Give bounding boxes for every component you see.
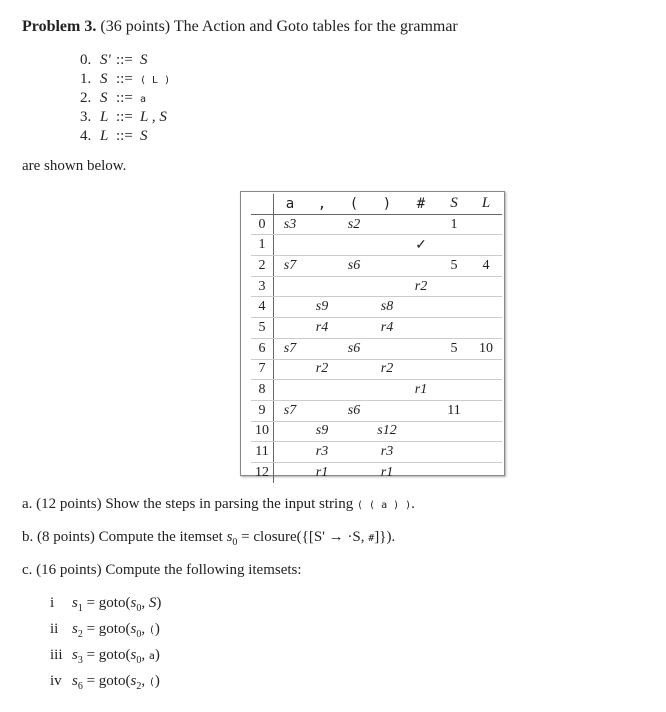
itemset-sub: 1 xyxy=(77,603,83,614)
state-cell: 4 xyxy=(251,297,274,318)
table-cell xyxy=(338,421,370,442)
question-c: c. (16 points) Compute the following itemsets: xyxy=(22,562,302,578)
table-cell xyxy=(470,318,502,339)
state-cell: 3 xyxy=(251,276,274,297)
roman-numeral: iii xyxy=(50,647,63,663)
goto-eq: = goto( xyxy=(86,673,131,689)
table-cell xyxy=(470,400,502,421)
state-cell: 10 xyxy=(251,421,274,442)
rule-number: 3. xyxy=(80,109,92,125)
question-b-text: b. (8 points) Compute the itemset xyxy=(22,529,223,545)
table-cell xyxy=(404,400,438,421)
table-row xyxy=(251,256,502,277)
table-row xyxy=(251,359,502,380)
subquestion xyxy=(50,595,161,614)
table-row xyxy=(251,276,502,297)
table-row xyxy=(251,338,502,359)
table-cell xyxy=(404,256,438,277)
table-cell xyxy=(338,318,370,339)
column-header: ) xyxy=(370,194,404,214)
state-cell: 7 xyxy=(251,359,274,380)
question-b xyxy=(22,529,395,548)
table-cell xyxy=(370,235,404,256)
problem-intro: (36 points) The Action and Goto tables for the grammar xyxy=(100,18,458,35)
rule-lhs: S xyxy=(100,90,108,106)
itemset-sub: 6 xyxy=(77,681,83,692)
table-header-row xyxy=(251,194,502,214)
table-cell: 11 xyxy=(438,400,470,421)
table-cell xyxy=(274,359,307,380)
rule-rhs: a xyxy=(140,94,147,105)
rule-op: ::= xyxy=(116,90,133,106)
table-cell xyxy=(274,380,307,401)
table-cell xyxy=(274,297,307,318)
arg2: ( xyxy=(148,677,155,688)
table-cell xyxy=(404,359,438,380)
table-cell xyxy=(306,380,338,401)
table-cell: r4 xyxy=(370,318,404,339)
table-row xyxy=(251,318,502,339)
table-cell xyxy=(470,359,502,380)
table-row xyxy=(251,235,502,256)
table-cell xyxy=(274,318,307,339)
table-row xyxy=(251,214,502,235)
subquestion xyxy=(50,673,160,692)
table-cell: s6 xyxy=(338,400,370,421)
question-a xyxy=(22,496,415,513)
column-header: a xyxy=(274,194,307,214)
roman-numeral: ii xyxy=(50,621,59,637)
table-cell: r2 xyxy=(306,359,338,380)
table-cell xyxy=(438,421,470,442)
column-header: S xyxy=(438,194,470,214)
rule-number: 0. xyxy=(80,52,92,68)
table-cell xyxy=(370,338,404,359)
question-b-end: ]}). xyxy=(374,529,396,545)
table-cell: r3 xyxy=(306,442,338,463)
question-a-suffix: . xyxy=(411,496,415,512)
table-cell: 4 xyxy=(470,256,502,277)
goto-close: ) xyxy=(154,621,160,637)
table-cell xyxy=(404,462,438,482)
table-cell xyxy=(370,256,404,277)
state-cell: 5 xyxy=(251,318,274,339)
table-cell xyxy=(470,380,502,401)
table-cell xyxy=(306,400,338,421)
table-cell: 1 xyxy=(438,214,470,235)
goto-sep: , xyxy=(141,673,149,689)
table-body xyxy=(251,214,502,482)
arg1-sub: 2 xyxy=(136,681,142,692)
table-cell xyxy=(404,442,438,463)
table-cell xyxy=(438,359,470,380)
goto-eq: = goto( xyxy=(86,595,131,611)
grammar-rule xyxy=(80,71,170,88)
table-cell xyxy=(404,297,438,318)
table-row xyxy=(251,442,502,463)
grammar-rule xyxy=(80,90,146,107)
table-cell xyxy=(274,462,307,482)
state-cell: 6 xyxy=(251,338,274,359)
goto-eq: = goto( xyxy=(86,621,131,637)
column-header: ( xyxy=(338,194,370,214)
table-cell: 5 xyxy=(438,256,470,277)
table-cell xyxy=(438,276,470,297)
table-cell: 10 xyxy=(470,338,502,359)
goto-close: ) xyxy=(154,647,160,663)
table-cell: s6 xyxy=(338,338,370,359)
table-cell xyxy=(470,421,502,442)
header-corner xyxy=(251,194,274,214)
state-cell: 12 xyxy=(251,462,274,482)
rule-lhs: L xyxy=(100,109,109,125)
goto-eq: = goto( xyxy=(86,647,131,663)
table-cell xyxy=(338,462,370,482)
table-cell: s8 xyxy=(370,297,404,318)
goto-sep: , xyxy=(141,595,149,611)
grammar-rule xyxy=(80,52,148,69)
table-cell: s7 xyxy=(274,256,307,277)
table-cell xyxy=(438,318,470,339)
table-cell xyxy=(338,297,370,318)
grammar-rule xyxy=(80,128,148,145)
table-cell: s9 xyxy=(306,421,338,442)
table-cell xyxy=(338,276,370,297)
state-cell: 2 xyxy=(251,256,274,277)
goto-close: ) xyxy=(154,673,160,689)
rule-lhs: S' xyxy=(100,52,111,68)
parse-table xyxy=(251,194,502,483)
table-cell xyxy=(274,421,307,442)
table-cell xyxy=(338,380,370,401)
subquestion xyxy=(50,647,160,666)
table-cell xyxy=(404,338,438,359)
state-cell: 0 xyxy=(251,214,274,235)
table-cell xyxy=(470,297,502,318)
table-cell: r2 xyxy=(404,276,438,297)
question-b-eq: = closure({[S' → ·S, xyxy=(241,529,369,545)
arg1-sub: 0 xyxy=(136,655,142,666)
table-cell xyxy=(438,442,470,463)
question-b-hash: # xyxy=(368,533,375,544)
itemset-var: s xyxy=(72,595,78,611)
table-cell: s7 xyxy=(274,338,307,359)
table-cell xyxy=(470,462,502,482)
table-cell xyxy=(306,276,338,297)
arg2: S xyxy=(148,595,157,611)
table-cell xyxy=(370,380,404,401)
rule-op: ::= xyxy=(116,128,133,144)
roman-numeral: iv xyxy=(50,673,62,689)
arg1-var: s xyxy=(130,673,137,689)
shown-text: are shown below. xyxy=(22,158,127,174)
arg2: ( xyxy=(148,625,155,636)
question-b-var: s xyxy=(226,529,233,545)
table-cell xyxy=(338,359,370,380)
parse-table-panel xyxy=(240,191,505,480)
rule-rhs: L , S xyxy=(140,109,167,125)
itemset-var: s xyxy=(72,621,78,637)
itemset-sub: 2 xyxy=(77,629,83,640)
table-cell: r1 xyxy=(404,380,438,401)
state-cell: 11 xyxy=(251,442,274,463)
table-row xyxy=(251,400,502,421)
column-header: L xyxy=(470,194,502,214)
question-a-text: a. (12 points) Show the steps in parsing the input string xyxy=(22,496,354,512)
problem-heading xyxy=(22,18,458,36)
arg1-var: s xyxy=(130,595,137,611)
rule-rhs: ( L ) xyxy=(140,75,171,86)
itemset-var: s xyxy=(72,673,78,689)
table-cell: s2 xyxy=(338,214,370,235)
column-header: , xyxy=(306,194,338,214)
arg1-sub: 0 xyxy=(136,629,142,640)
table-cell xyxy=(370,214,404,235)
problem-label: Problem 3. xyxy=(22,18,97,35)
table-cell: ✓ xyxy=(404,235,438,256)
table-row xyxy=(251,421,502,442)
rule-op: ::= xyxy=(116,71,133,87)
table-cell xyxy=(306,214,338,235)
roman-numeral: i xyxy=(50,595,55,611)
goto-sep: , xyxy=(141,621,149,637)
table-cell xyxy=(438,235,470,256)
goto-close: ) xyxy=(156,595,162,611)
table-cell xyxy=(274,235,307,256)
table-cell xyxy=(438,297,470,318)
goto-sep: , xyxy=(141,647,149,663)
arg2: a xyxy=(148,651,155,662)
table-cell xyxy=(438,380,470,401)
table-cell xyxy=(370,400,404,421)
grammar-rule xyxy=(80,109,167,126)
table-row xyxy=(251,380,502,401)
table-cell xyxy=(370,276,404,297)
table-cell xyxy=(404,214,438,235)
table-cell xyxy=(338,442,370,463)
rule-rhs: S xyxy=(140,52,148,68)
table-cell xyxy=(470,235,502,256)
rule-lhs: S xyxy=(100,71,108,87)
column-header: # xyxy=(404,194,438,214)
rule-lhs: L xyxy=(100,128,109,144)
table-cell: s7 xyxy=(274,400,307,421)
rule-number: 1. xyxy=(80,71,92,87)
table-cell: s3 xyxy=(274,214,307,235)
table-cell xyxy=(338,235,370,256)
table-cell xyxy=(470,214,502,235)
rule-number: 2. xyxy=(80,90,92,106)
itemset-sub: 3 xyxy=(77,655,83,666)
arg1-var: s xyxy=(130,621,137,637)
table-cell xyxy=(470,276,502,297)
table-cell: s6 xyxy=(338,256,370,277)
question-a-input: ( ( a ) ) xyxy=(356,500,412,511)
state-cell: 1 xyxy=(251,235,274,256)
table-cell xyxy=(306,338,338,359)
arg1-var: s xyxy=(130,647,137,663)
state-cell: 9 xyxy=(251,400,274,421)
arg1-sub: 0 xyxy=(136,603,142,614)
table-cell xyxy=(274,442,307,463)
rule-number: 4. xyxy=(80,128,92,144)
rule-op: ::= xyxy=(116,109,133,125)
state-cell: 8 xyxy=(251,380,274,401)
table-row xyxy=(251,462,502,482)
question-b-sub: 0 xyxy=(232,537,238,548)
table-cell xyxy=(306,235,338,256)
table-cell: r2 xyxy=(370,359,404,380)
table-row xyxy=(251,297,502,318)
table-cell: r4 xyxy=(306,318,338,339)
table-cell xyxy=(274,276,307,297)
table-cell xyxy=(438,462,470,482)
table-cell: r3 xyxy=(370,442,404,463)
table-cell: r1 xyxy=(380,464,394,480)
table-cell xyxy=(470,442,502,463)
subquestion xyxy=(50,621,160,640)
table-cell: 5 xyxy=(438,338,470,359)
rule-op: ::= xyxy=(116,52,133,68)
table-cell: s12 xyxy=(370,421,404,442)
table-cell: r1 xyxy=(315,464,329,480)
table-cell xyxy=(306,256,338,277)
table-cell xyxy=(404,318,438,339)
table-cell: s9 xyxy=(306,297,338,318)
rule-rhs: S xyxy=(140,128,148,144)
itemset-var: s xyxy=(72,647,78,663)
table-cell xyxy=(404,421,438,442)
